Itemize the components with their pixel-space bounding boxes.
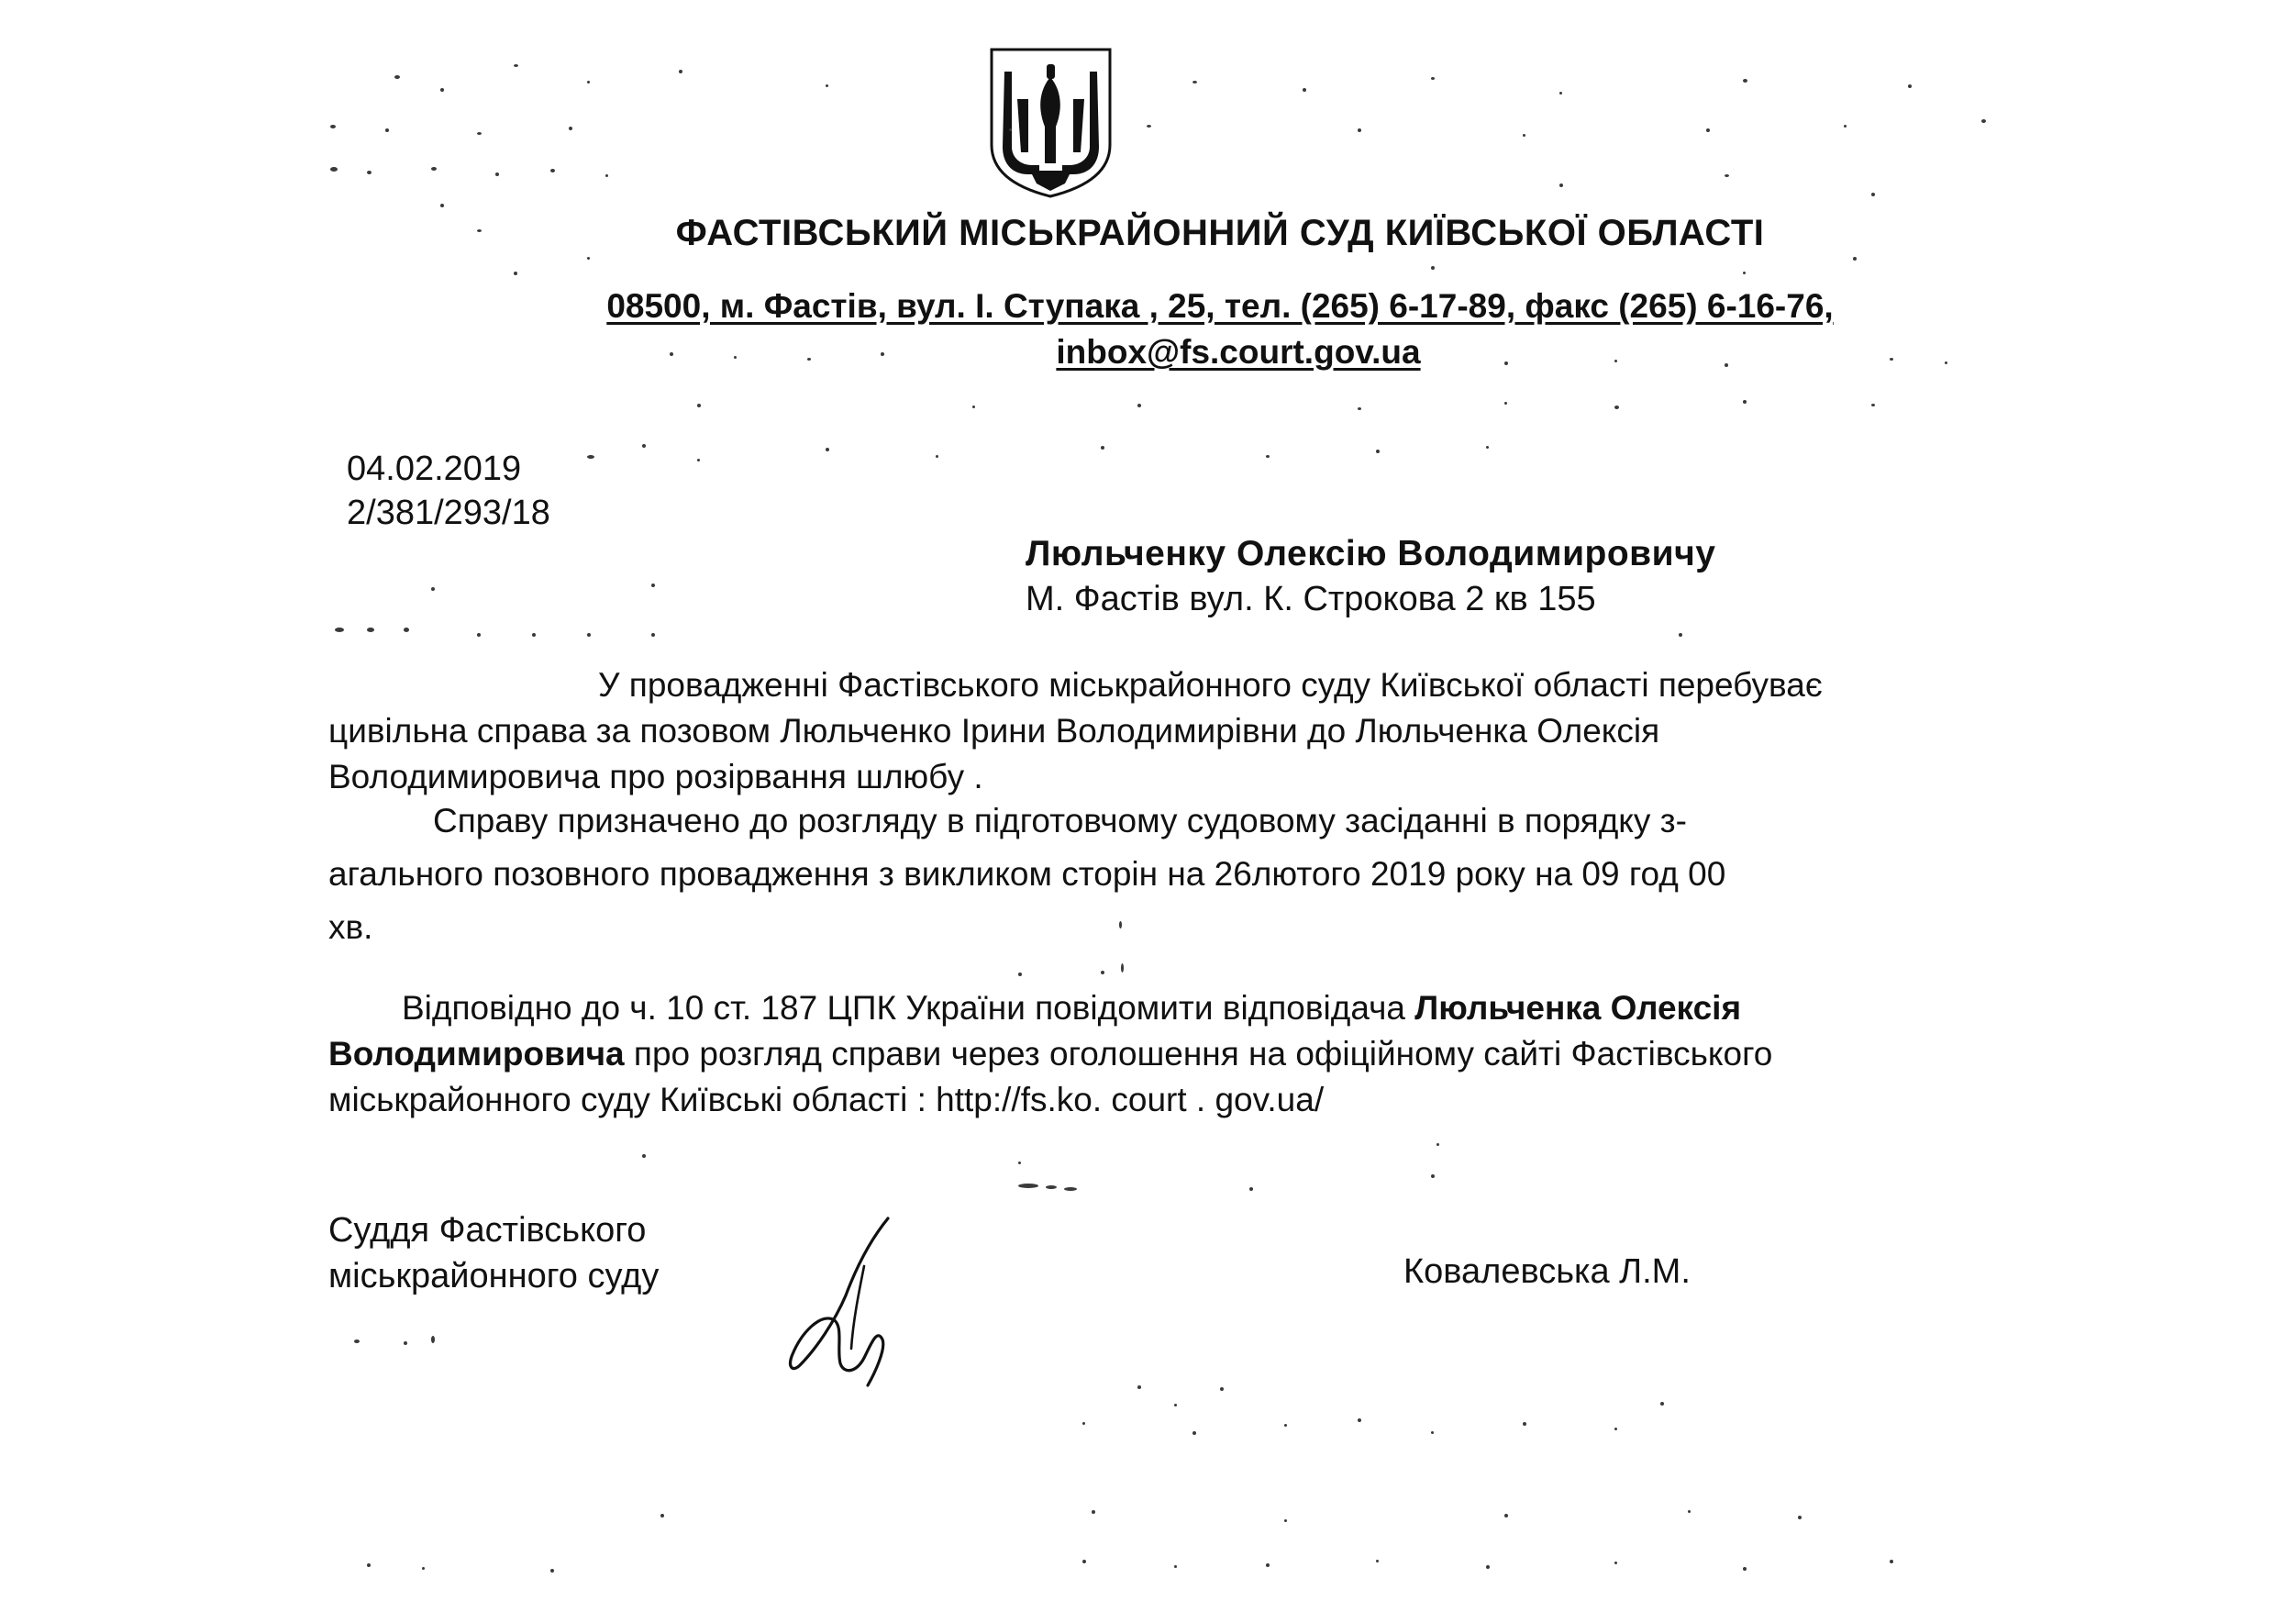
defendant-name-part-2: Володимировича — [328, 1035, 625, 1073]
defendant-name-part-1: Люльченка Олексія — [1414, 989, 1742, 1027]
paragraph-1-line-1: У провадженні Фастівського міськрайонного суду Київської області перебуває — [598, 666, 1823, 704]
paragraph-2-line-3: хв. — [328, 908, 373, 946]
ukraine-trident-emblem-icon — [984, 44, 1117, 200]
paragraph-3-line-2 — [328, 1035, 1772, 1073]
paragraph-3-line-1 — [402, 989, 1741, 1028]
case-number: 2/381/293/18 — [347, 494, 550, 532]
court-name-heading: ФАСТІВСЬКИЙ МІСЬКРАЙОННИЙ СУД КИЇВСЬКОЇ ОБЛАСТІ — [675, 213, 1765, 253]
paragraph-3-line-1-text: Відповідно до ч. 10 ст. 187 ЦПК України повідомити відповідача — [402, 989, 1415, 1027]
paragraph-2-line-2: агального позовного провадження з викликом сторін на 26лютого 2019 року на 09 год 00 — [328, 855, 1726, 893]
paragraph-3-line-3: міськрайонного суду Київські області : http://fs.ko. court . gov.ua/ — [328, 1081, 1325, 1118]
court-email-link[interactable]: inbox@fs.court.gov.ua — [1056, 333, 1421, 371]
recipient-address: М. Фастів вул. К. Строкова 2 кв 155 — [1026, 580, 1596, 618]
recipient-name: Люльченку Олексію Володимировичу — [1026, 534, 1716, 573]
paragraph-2-line-1: Справу призначено до розгляду в підготовчому судовому засіданні в порядку з- — [433, 802, 1687, 839]
paragraph-3-line-2-text: про розгляд справи через оголошення на офіційному сайті Фастівського — [624, 1035, 1773, 1073]
handwritten-signature — [780, 1211, 926, 1395]
judge-title-line-2: міськрайонного суду — [328, 1257, 660, 1295]
judge-name: Ковалевська Л.М. — [1403, 1252, 1691, 1291]
paragraph-1-line-3: Володимировича про розірвання шлюбу . — [328, 758, 983, 795]
paragraph-1-line-2: цивільна справа за позовом Люльченко Ірини Володимирівни до Люльченка Олексія — [328, 712, 1660, 750]
judge-title-line-1: Суддя Фастівського — [328, 1211, 647, 1250]
court-address: 08500, м. Фастів, вул. І. Ступака , 25, тел. (265) 6-17-89, факс (265) 6-16-76, — [606, 287, 1834, 325]
document-date: 04.02.2019 — [347, 450, 522, 488]
